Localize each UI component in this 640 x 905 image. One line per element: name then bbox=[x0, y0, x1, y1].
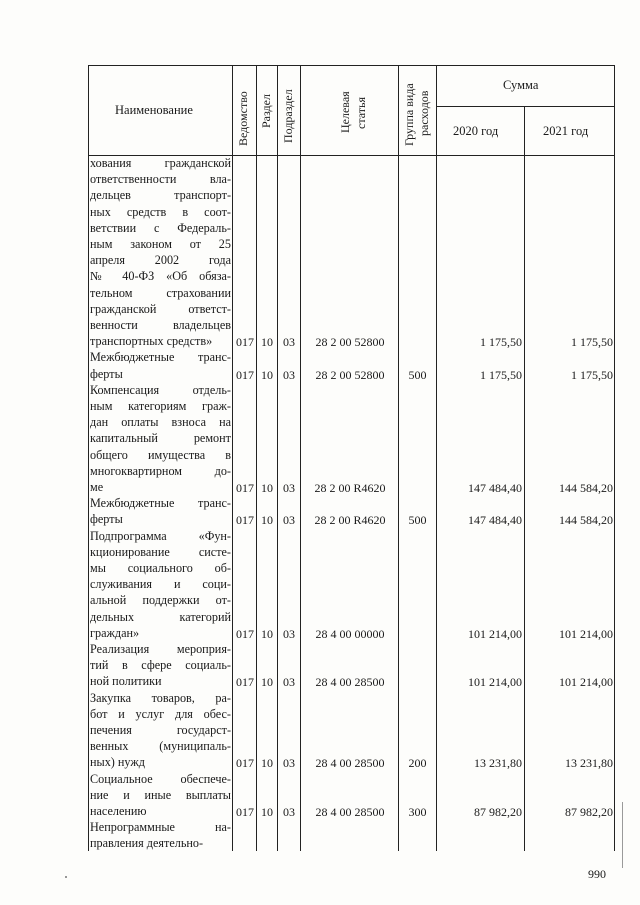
row-name-line: многоквартирном до- bbox=[90, 463, 231, 478]
cell-cs: 28 2 00 52800 bbox=[315, 335, 385, 350]
row-name-line: ветствии с Федераль- bbox=[90, 220, 231, 235]
header-vedomstvo: Ведомство bbox=[236, 91, 250, 146]
cell-ved: 017 bbox=[236, 513, 254, 528]
row-name bbox=[90, 495, 231, 527]
row-name-line: транспортных средств» bbox=[90, 334, 213, 349]
cell-gvr: 500 bbox=[408, 513, 427, 528]
row-name-line: ным категориям граж- bbox=[90, 398, 231, 413]
cell-ved: 017 bbox=[236, 367, 254, 382]
row-name-line: венных (муниципаль- bbox=[90, 739, 231, 754]
col-line-cs bbox=[398, 65, 399, 851]
row-name-line: ферты bbox=[90, 512, 123, 527]
cell-razd: 10 bbox=[261, 481, 273, 495]
row-name-line: тельном страховании bbox=[90, 285, 231, 300]
row-name-line: дельных категорий bbox=[90, 609, 231, 624]
row-name bbox=[90, 641, 231, 690]
row-name-line: апреля 2002 года bbox=[90, 253, 231, 268]
cell-ved: 017 bbox=[236, 626, 254, 641]
cell-podr: 03 bbox=[283, 513, 295, 528]
row-name-line: правления деятельно- bbox=[90, 836, 204, 851]
col-line-ved bbox=[256, 65, 257, 851]
row-name-line: тий в сфере социаль- bbox=[90, 658, 231, 673]
col-line-gvr bbox=[436, 65, 437, 851]
col-line-right bbox=[614, 65, 615, 851]
cell-razd: 10 bbox=[261, 675, 273, 690]
row-name-line: ние и иные выплаты bbox=[90, 787, 231, 802]
row-name-line: мы социального об- bbox=[90, 560, 231, 575]
cell-podr: 03 bbox=[283, 481, 295, 495]
cell-cs: 28 2 00 52800 bbox=[315, 367, 385, 382]
cell-cs: 28 2 00 R4620 bbox=[314, 481, 386, 495]
cell-s2020: 1 175,50 bbox=[480, 335, 522, 350]
col-line-2020 bbox=[524, 106, 525, 851]
cell-s2020: 101 214,00 bbox=[468, 626, 522, 641]
header-razdel: Раздел bbox=[259, 94, 273, 128]
row-name bbox=[90, 771, 231, 820]
header-celevaya-line1: Целевая bbox=[338, 91, 352, 133]
cell-s2020: 13 231,80 bbox=[474, 756, 522, 771]
row-name-line: альной поддержки от- bbox=[90, 593, 231, 608]
row-name bbox=[90, 819, 231, 851]
cell-razd: 10 bbox=[261, 335, 273, 350]
row-name-line: хования гражданской bbox=[90, 156, 231, 170]
cell-s2021: 144 584,20 bbox=[559, 481, 613, 495]
row-name-line: общего имущества в bbox=[90, 447, 231, 462]
row-name-line: граждан» bbox=[90, 625, 140, 640]
cell-s2021: 13 231,80 bbox=[565, 756, 613, 771]
header-gruppa-line1: Группа вида bbox=[402, 83, 416, 146]
row-name-line: ным законом от 25 bbox=[90, 236, 231, 251]
cell-s2021: 101 214,00 bbox=[559, 675, 613, 690]
cell-s2020: 147 484,40 bbox=[468, 513, 522, 528]
cell-s2021: 144 584,20 bbox=[559, 513, 613, 528]
row-name-line: кционирование систе- bbox=[90, 544, 231, 559]
cell-s2020: 101 214,00 bbox=[468, 675, 522, 690]
cell-cs: 28 4 00 28500 bbox=[315, 805, 385, 819]
row-name-line: ме bbox=[90, 479, 104, 494]
cell-razd: 10 bbox=[261, 367, 273, 382]
row-name-line: бот и услуг для обес- bbox=[90, 706, 231, 721]
cell-razd: 10 bbox=[261, 513, 273, 528]
header-name: Наименование bbox=[115, 103, 193, 117]
header-year-2021: 2021 год bbox=[543, 124, 589, 138]
cell-cs: 28 2 00 R4620 bbox=[314, 513, 386, 528]
row-name-line: дельцев транспорт- bbox=[90, 188, 231, 203]
cell-gvr: 200 bbox=[408, 756, 427, 771]
row-name-line: ной политики bbox=[90, 674, 162, 689]
summa-divider bbox=[436, 106, 615, 107]
row-name-line: дан оплаты взноса на bbox=[90, 415, 231, 430]
row-name-line: Закупка товаров, ра- bbox=[90, 690, 231, 705]
row-name-line: Подпрограмма «Фун- bbox=[90, 528, 231, 543]
header-celevaya-line2: статья bbox=[354, 97, 368, 129]
row-name bbox=[90, 690, 231, 771]
row-name-line: венности владельцев bbox=[90, 317, 231, 332]
cell-s2020: 1 175,50 bbox=[480, 367, 522, 382]
cell-ved: 017 bbox=[236, 756, 254, 771]
cell-gvr: 500 bbox=[408, 367, 427, 382]
cell-razd: 10 bbox=[261, 805, 273, 819]
cell-podr: 03 bbox=[283, 675, 295, 690]
cell-razd: 10 bbox=[261, 756, 273, 771]
row-name-line: капитальный ремонт bbox=[90, 431, 231, 446]
cell-s2021: 87 982,20 bbox=[565, 805, 613, 819]
cell-s2020: 87 982,20 bbox=[474, 805, 522, 819]
cell-ved: 017 bbox=[236, 335, 254, 350]
cell-podr: 03 bbox=[283, 805, 295, 819]
cell-podr: 03 bbox=[283, 335, 295, 350]
cell-cs: 28 4 00 28500 bbox=[315, 675, 385, 690]
col-line-razd bbox=[277, 65, 278, 851]
cell-cs: 28 4 00 00000 bbox=[315, 626, 385, 641]
row-name-line: Межбюджетные транс- bbox=[90, 350, 231, 365]
cell-podr: 03 bbox=[283, 626, 295, 641]
scan-dot bbox=[65, 876, 67, 878]
cell-ved: 017 bbox=[236, 805, 254, 819]
col-line-left bbox=[88, 65, 89, 851]
row-name-line: ферты bbox=[90, 366, 123, 381]
header-summa: Сумма bbox=[503, 78, 539, 92]
scan-edge-mark bbox=[622, 802, 623, 868]
header-gruppa-line2: расходов bbox=[417, 90, 431, 136]
cell-ved: 017 bbox=[236, 675, 254, 690]
row-name bbox=[90, 528, 231, 641]
cell-s2021: 1 175,50 bbox=[571, 335, 613, 350]
header-podrazdel: Подраздел bbox=[281, 89, 295, 143]
row-name-line: печения государст- bbox=[90, 722, 231, 737]
col-line-podr bbox=[300, 65, 301, 851]
cell-razd: 10 bbox=[261, 626, 273, 641]
row-name-line: Реализация мероприя- bbox=[90, 642, 231, 656]
table-top-border bbox=[88, 65, 615, 66]
row-name-line: Непрограммные на- bbox=[90, 820, 231, 835]
col-line-name bbox=[232, 65, 233, 851]
header-year-2020: 2020 год bbox=[453, 124, 499, 138]
row-name bbox=[90, 349, 231, 381]
row-name-line: служивания и соци- bbox=[90, 577, 231, 592]
row-name-line: № 40-ФЗ «Об обяза- bbox=[90, 269, 231, 284]
row-name bbox=[90, 155, 231, 349]
row-name-line: Социальное обеспече- bbox=[90, 771, 231, 786]
row-name-line: ных) нужд bbox=[90, 755, 145, 770]
row-name-line: населению bbox=[90, 803, 147, 818]
cell-podr: 03 bbox=[283, 367, 295, 382]
row-name-line: ответственности вла- bbox=[90, 172, 231, 187]
row-name-line: Межбюджетные транс- bbox=[90, 496, 231, 511]
cell-gvr: 300 bbox=[408, 805, 427, 819]
cell-s2021: 101 214,00 bbox=[559, 626, 613, 641]
cell-ved: 017 bbox=[236, 481, 254, 495]
row-name-line: Компенсация отдель- bbox=[90, 382, 231, 397]
row-name-line: гражданской ответст- bbox=[90, 301, 231, 316]
cell-podr: 03 bbox=[283, 756, 295, 771]
cell-s2021: 1 175,50 bbox=[571, 367, 613, 382]
row-name bbox=[90, 382, 231, 495]
cell-s2020: 147 484,40 bbox=[468, 481, 522, 495]
page-number: 990 bbox=[588, 867, 606, 881]
row-name-line: ных средств в соот- bbox=[90, 204, 231, 219]
cell-cs: 28 4 00 28500 bbox=[315, 756, 385, 771]
